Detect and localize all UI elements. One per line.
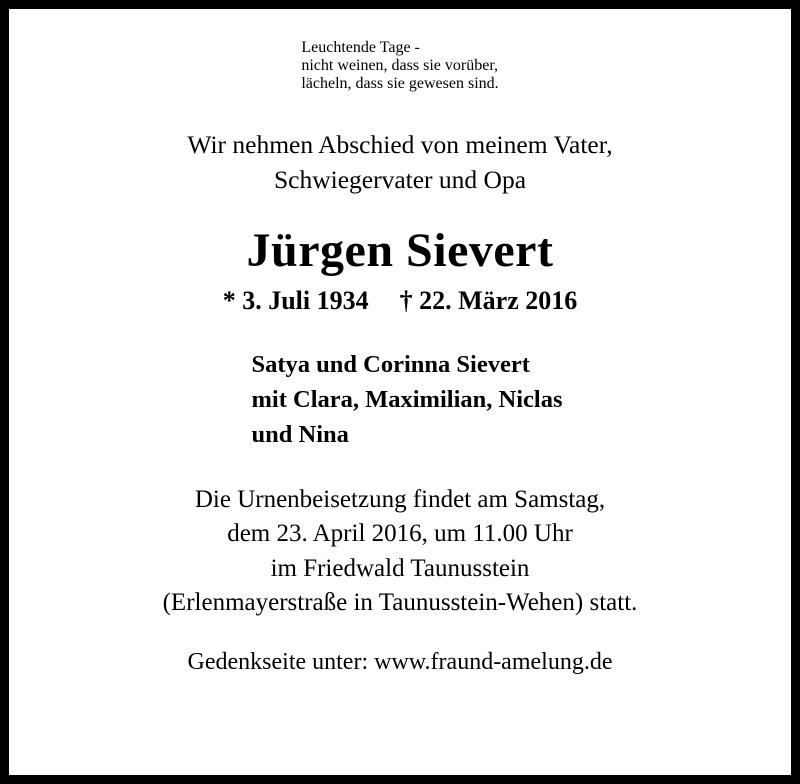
family-line-2: mit Clara, Maximilian, Niclas bbox=[251, 385, 563, 413]
family-line-1: Satya und Corinna Sievert bbox=[251, 351, 530, 379]
obituary-content bbox=[9, 9, 791, 775]
poem-line-1: Leuchtende Tage - bbox=[301, 39, 420, 56]
farewell-line-1: Wir nehmen Abschied von meinem Vater, bbox=[187, 130, 613, 159]
ceremony-line-2: dem 23. April 2016, um 11.00 Uhr bbox=[227, 520, 573, 548]
obituary-card bbox=[9, 9, 791, 775]
ceremony-line-1: Die Urnenbeisetzung findet am Samstag, bbox=[194, 485, 606, 513]
ceremony-line-3: im Friedwald Taunusstein bbox=[270, 554, 530, 582]
death-date: 22. März 2016 bbox=[419, 286, 578, 316]
death-symbol: † bbox=[399, 286, 413, 316]
birth-symbol: * bbox=[222, 286, 236, 316]
poem-block bbox=[43, 39, 757, 93]
life-dates bbox=[223, 286, 578, 316]
farewell-block bbox=[187, 127, 612, 197]
family-block bbox=[43, 348, 757, 452]
ceremony-details bbox=[163, 483, 638, 621]
poem-line-3: lächeln, dass sie gewesen sind. bbox=[301, 75, 499, 92]
poem-line-2: nicht weinen, dass sie vorüber, bbox=[301, 57, 498, 74]
birth-date: 3. Juli 1934 bbox=[242, 286, 369, 316]
farewell-line-2: Schwiegervater und Opa bbox=[273, 165, 527, 195]
family-line-3: und Nina bbox=[251, 420, 349, 448]
deceased-name: Jürgen Sievert bbox=[246, 224, 554, 278]
memorial-page-link: Gedenkseite unter: www.fraund-amelung.de bbox=[187, 648, 613, 675]
ceremony-line-4: (Erlenmayerstraße in Taunusstein-Wehen) statt. bbox=[162, 589, 638, 617]
